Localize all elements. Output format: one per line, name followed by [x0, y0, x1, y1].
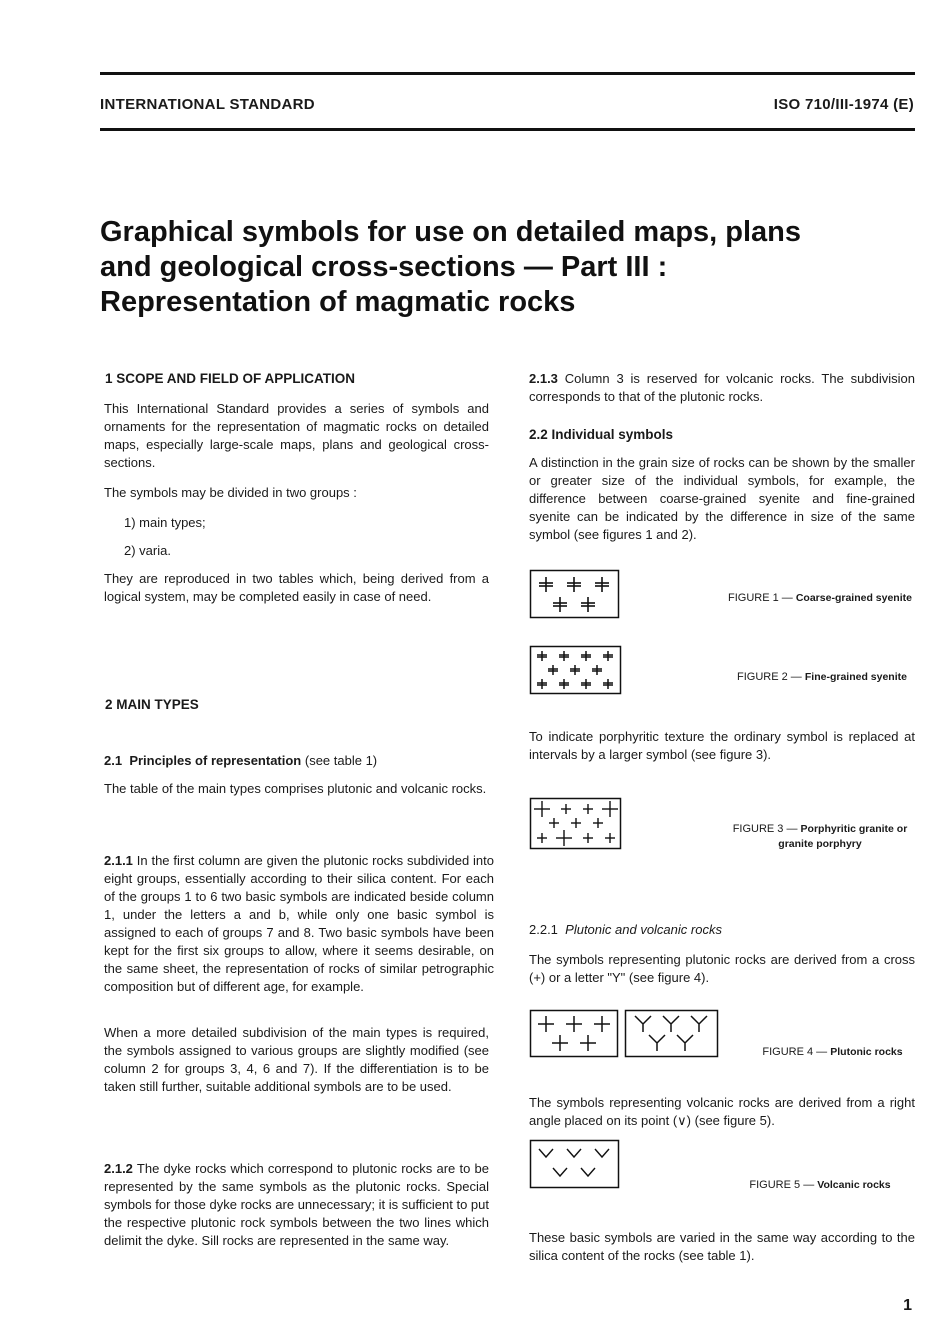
- section-2-1-3-text: Column 3 is reserved for volcanic rocks. The subdivision corresponds to that of the plutonic rocks.: [529, 371, 915, 404]
- figure-2-caption-prefix: FIGURE 2 —: [737, 671, 805, 683]
- figure-4-plutonic-rocks-symbol: [530, 1010, 720, 1058]
- section-2-1-2-paragraph: [104, 1160, 489, 1250]
- header-bottom-rule: [100, 128, 915, 131]
- figure-3-caption-prefix: FIGURE 3 —: [732, 823, 801, 835]
- porphyritic-paragraph: To indicate porphyritic texture the ordinary symbol is replaced at intervals by a larger symbol (see figure 3).: [529, 729, 915, 762]
- figure-1-caption: [720, 591, 920, 606]
- figure-1-caption-title: Coarse-grained syenite: [795, 592, 912, 604]
- figure-3-caption: [720, 822, 920, 852]
- figure-5-caption-title: Volcanic rocks: [817, 1179, 891, 1191]
- figure-3-porphyritic-granite-symbol: [530, 798, 622, 850]
- figure-5-caption-prefix: FIGURE 5 —: [749, 1179, 818, 1191]
- section-2-2-1-number: 2.2.1: [529, 922, 558, 937]
- section-2-2-1-heading: [529, 921, 909, 939]
- section-2-2-heading: 2.2 Individual symbols: [529, 427, 674, 442]
- section-2-2-1-paragraph: The symbols representing plutonic rocks are derived from a cross (+) or a letter "Y" (see figure 4).: [529, 952, 915, 985]
- section-2-1-1-paragraph-2: When a more detailed subdivision of the main types is required, the symbols assigned to various groups are slightly modified (see column 2 for groups 3, 4, 6 and 7). If the differentiation is to be taken still further, suitable additional symbols are to be used.: [104, 1025, 489, 1094]
- section-2-1-2-number: 2.1.2: [104, 1161, 133, 1176]
- section-2-1-suffix: (see table 1): [301, 753, 378, 768]
- section-2-heading: 2 MAIN TYPES: [105, 697, 199, 712]
- header-right: ISO 710/III-1974 (E): [773, 96, 914, 113]
- figure-5-volcanic-rocks-symbol: [530, 1140, 620, 1188]
- section-2-1-heading: [104, 752, 494, 770]
- figure-5-caption: [720, 1178, 920, 1193]
- header-left: INTERNATIONAL STANDARD: [100, 96, 315, 113]
- section-1-list-item-2: 2) varia.: [124, 543, 171, 558]
- page-title: Graphical symbols for use on detailed maps, plans and geological cross-sections — Part III : Representation of magmatic rocks: [100, 216, 802, 318]
- figure-4-caption-prefix: FIGURE 4 —: [762, 1046, 831, 1058]
- section-2-1-1-text: In the first column are given the plutonic rocks subdivided into eight groups, essentially according to their silica content. For each of the groups 1 to 6 two basic symbols are indicated beside column 1, under the letters a and b, while only one basic symbol is assigned to each of groups 7 and 8. Two basic symbols have been kept for the first six groups to allow, where it seems desirable, on the same sheet, the representation of rocks of similar petrographic composition but of different age, for example.: [104, 853, 494, 994]
- section-2-1-1-number: 2.1.1: [104, 853, 133, 868]
- section-2-1-title: Principles of representation: [129, 753, 302, 768]
- figure-4-caption-title: Plutonic rocks: [830, 1046, 903, 1058]
- final-paragraph: These basic symbols are varied in the same way according to the silica content of the rocks (see table 1).: [529, 1230, 915, 1263]
- figure-1-coarse-syenite-symbol: [530, 570, 620, 618]
- section-2-1-3-paragraph: [529, 370, 915, 406]
- figure-2-fine-syenite-symbol: [530, 646, 622, 694]
- section-1-list-item-1: 1) main types;: [124, 515, 206, 530]
- figure-4-caption: [745, 1045, 920, 1060]
- section-2-1-3-number: 2.1.3: [529, 371, 558, 386]
- page-number: 1: [903, 1297, 912, 1314]
- section-1-heading: 1 SCOPE AND FIELD OF APPLICATION: [105, 371, 356, 386]
- figure-2-caption: [722, 670, 922, 685]
- figure-1-caption-prefix: FIGURE 1 —: [728, 592, 796, 604]
- section-1-paragraph-1: This International Standard provides a series of symbols and ornaments for the representation of magmatic rocks on detailed maps, especially large-scale maps, plans and geological cross-sections.: [104, 401, 489, 470]
- section-2-1-paragraph: The table of the main types comprises plutonic and volcanic rocks.: [104, 781, 487, 796]
- section-1-paragraph-3: They are reproduced in two tables which, being derived from a logical system, may be completed easily in case of need.: [104, 571, 489, 604]
- section-2-1-1-paragraph: [104, 852, 494, 996]
- figure-3-caption-title: Porphyritic granite or granite porphyry: [778, 823, 908, 850]
- volcanic-paragraph: The symbols representing volcanic rocks are derived from a right angle placed on its point (∨) (see figure 5).: [529, 1095, 915, 1128]
- section-2-1-2-text: The dyke rocks which correspond to plutonic rocks are to be represented by the same symbols as the plutonic rocks. Special symbols for those dyke rocks are unnecessary; it is sufficient to put the respective plutonic rock symbols between the two lines which delimit the dyke. Sill rocks are represented in the same way.: [104, 1161, 489, 1248]
- header-top-rule: [100, 72, 915, 75]
- figure-2-caption-title: Fine-grained syenite: [804, 671, 907, 683]
- section-2-2-paragraph: A distinction in the grain size of rocks can be shown by the smaller or greater size of the individual symbols, for example, the difference between coarse-grained syenite and fine-grained syenite can be indicated by the difference in size of the same symbol (see figures 1 and 2).: [529, 455, 915, 542]
- section-2-1-number: 2.1: [104, 753, 123, 768]
- section-1-paragraph-2: The symbols may be divided in two groups :: [104, 485, 357, 500]
- section-2-2-1-title: Plutonic and volcanic rocks: [565, 922, 722, 937]
